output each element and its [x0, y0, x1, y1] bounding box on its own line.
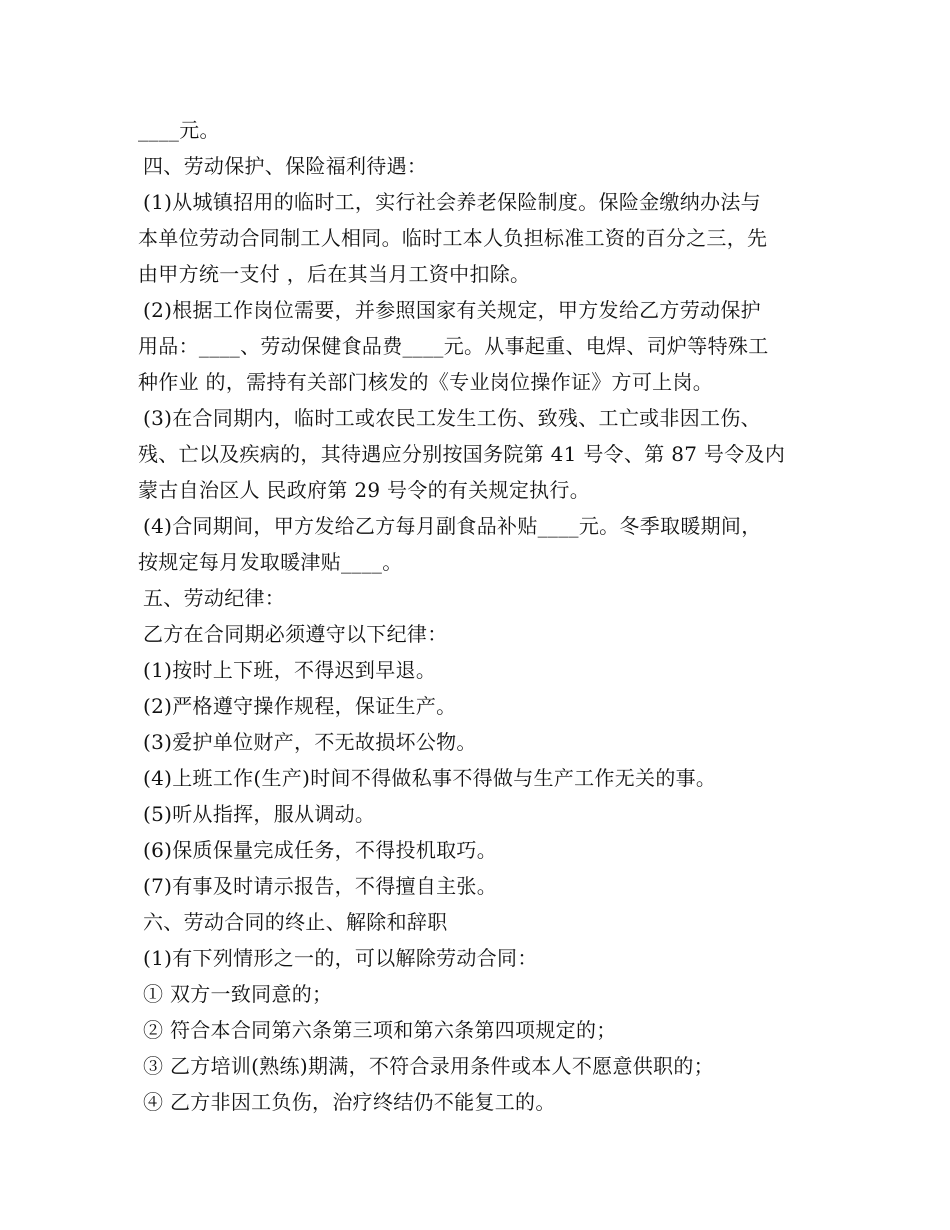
text-line: 由甲方统一支付 ，后在其当月工资中扣除。	[138, 262, 531, 286]
text-line: (1)从城镇招用的临时工，实行社会养老保险制度。保险金缴纳办法与	[143, 190, 761, 214]
list-item: (5)听从指挥，服从调动。	[143, 802, 376, 826]
list-item: ② 符合本合同第六条第三项和第六条第四项规定的；	[143, 1018, 617, 1042]
list-item: (3)爱护单位财产，不无故损坏公物。	[143, 730, 477, 754]
text-line: 残、亡以及疾病的，其待遇应分别按国务院第 41 号令、第 87 号令及内	[138, 442, 786, 466]
list-item: (2)严格遵守操作规程，保证生产。	[143, 694, 457, 718]
section-heading: 四、劳动保护、保险福利待遇：	[143, 154, 428, 178]
list-item: (4)上班工作(生产)时间不得做私事不得做与生产工作无关的事。	[143, 766, 717, 790]
list-item: ④ 乙方非因工负伤，治疗终结仍不能复工的。	[143, 1090, 556, 1114]
list-item: (7)有事及时请示报告，不得擅自主张。	[143, 874, 498, 898]
text-line: (2)根据工作岗位需要，并参照国家有关规定，甲方发给乙方劳动保护	[143, 298, 761, 322]
list-item: ③ 乙方培训(熟练)期满，不符合录用条件或本人不愿意供职的；	[143, 1054, 714, 1078]
document-body	[138, 112, 818, 1120]
text-line: 蒙古自治区人 民政府第 29 号令的有关规定执行。	[138, 478, 591, 502]
text-line: 种作业 的，需持有关部门核发的《专业岗位操作证》方可上岗。	[138, 370, 714, 394]
text-line: (3)在合同期内，临时工或农民工发生工伤、致残、工亡或非因工伤、	[143, 406, 761, 430]
text-line: 用品：____、劳动保健食品费____元。从事起重、电焊、司炉等特殊工	[138, 334, 769, 358]
text-line: 乙方在合同期必须遵守以下纪律：	[143, 622, 448, 646]
text-line: ____元。	[138, 118, 220, 142]
section-heading: 六、劳动合同的终止、解除和辞职	[143, 910, 448, 934]
text-line: (1)有下列情形之一的，可以解除劳动合同：	[143, 946, 538, 970]
text-line: 按规定每月发取暖津贴____。	[138, 550, 403, 574]
text-line: 本单位劳动合同制工人相同。临时工本人负担标准工资的百分之三，先	[138, 226, 768, 250]
list-item: (6)保质保量完成任务，不得投机取巧。	[143, 838, 498, 862]
section-heading: 五、劳动纪律：	[143, 586, 286, 610]
text-line: (4)合同期间，甲方发给乙方每月副食品补贴____元。冬季取暖期间，	[143, 514, 762, 538]
list-item: ① 双方一致同意的；	[143, 982, 333, 1006]
list-item: (1)按时上下班，不得迟到早退。	[143, 658, 437, 682]
